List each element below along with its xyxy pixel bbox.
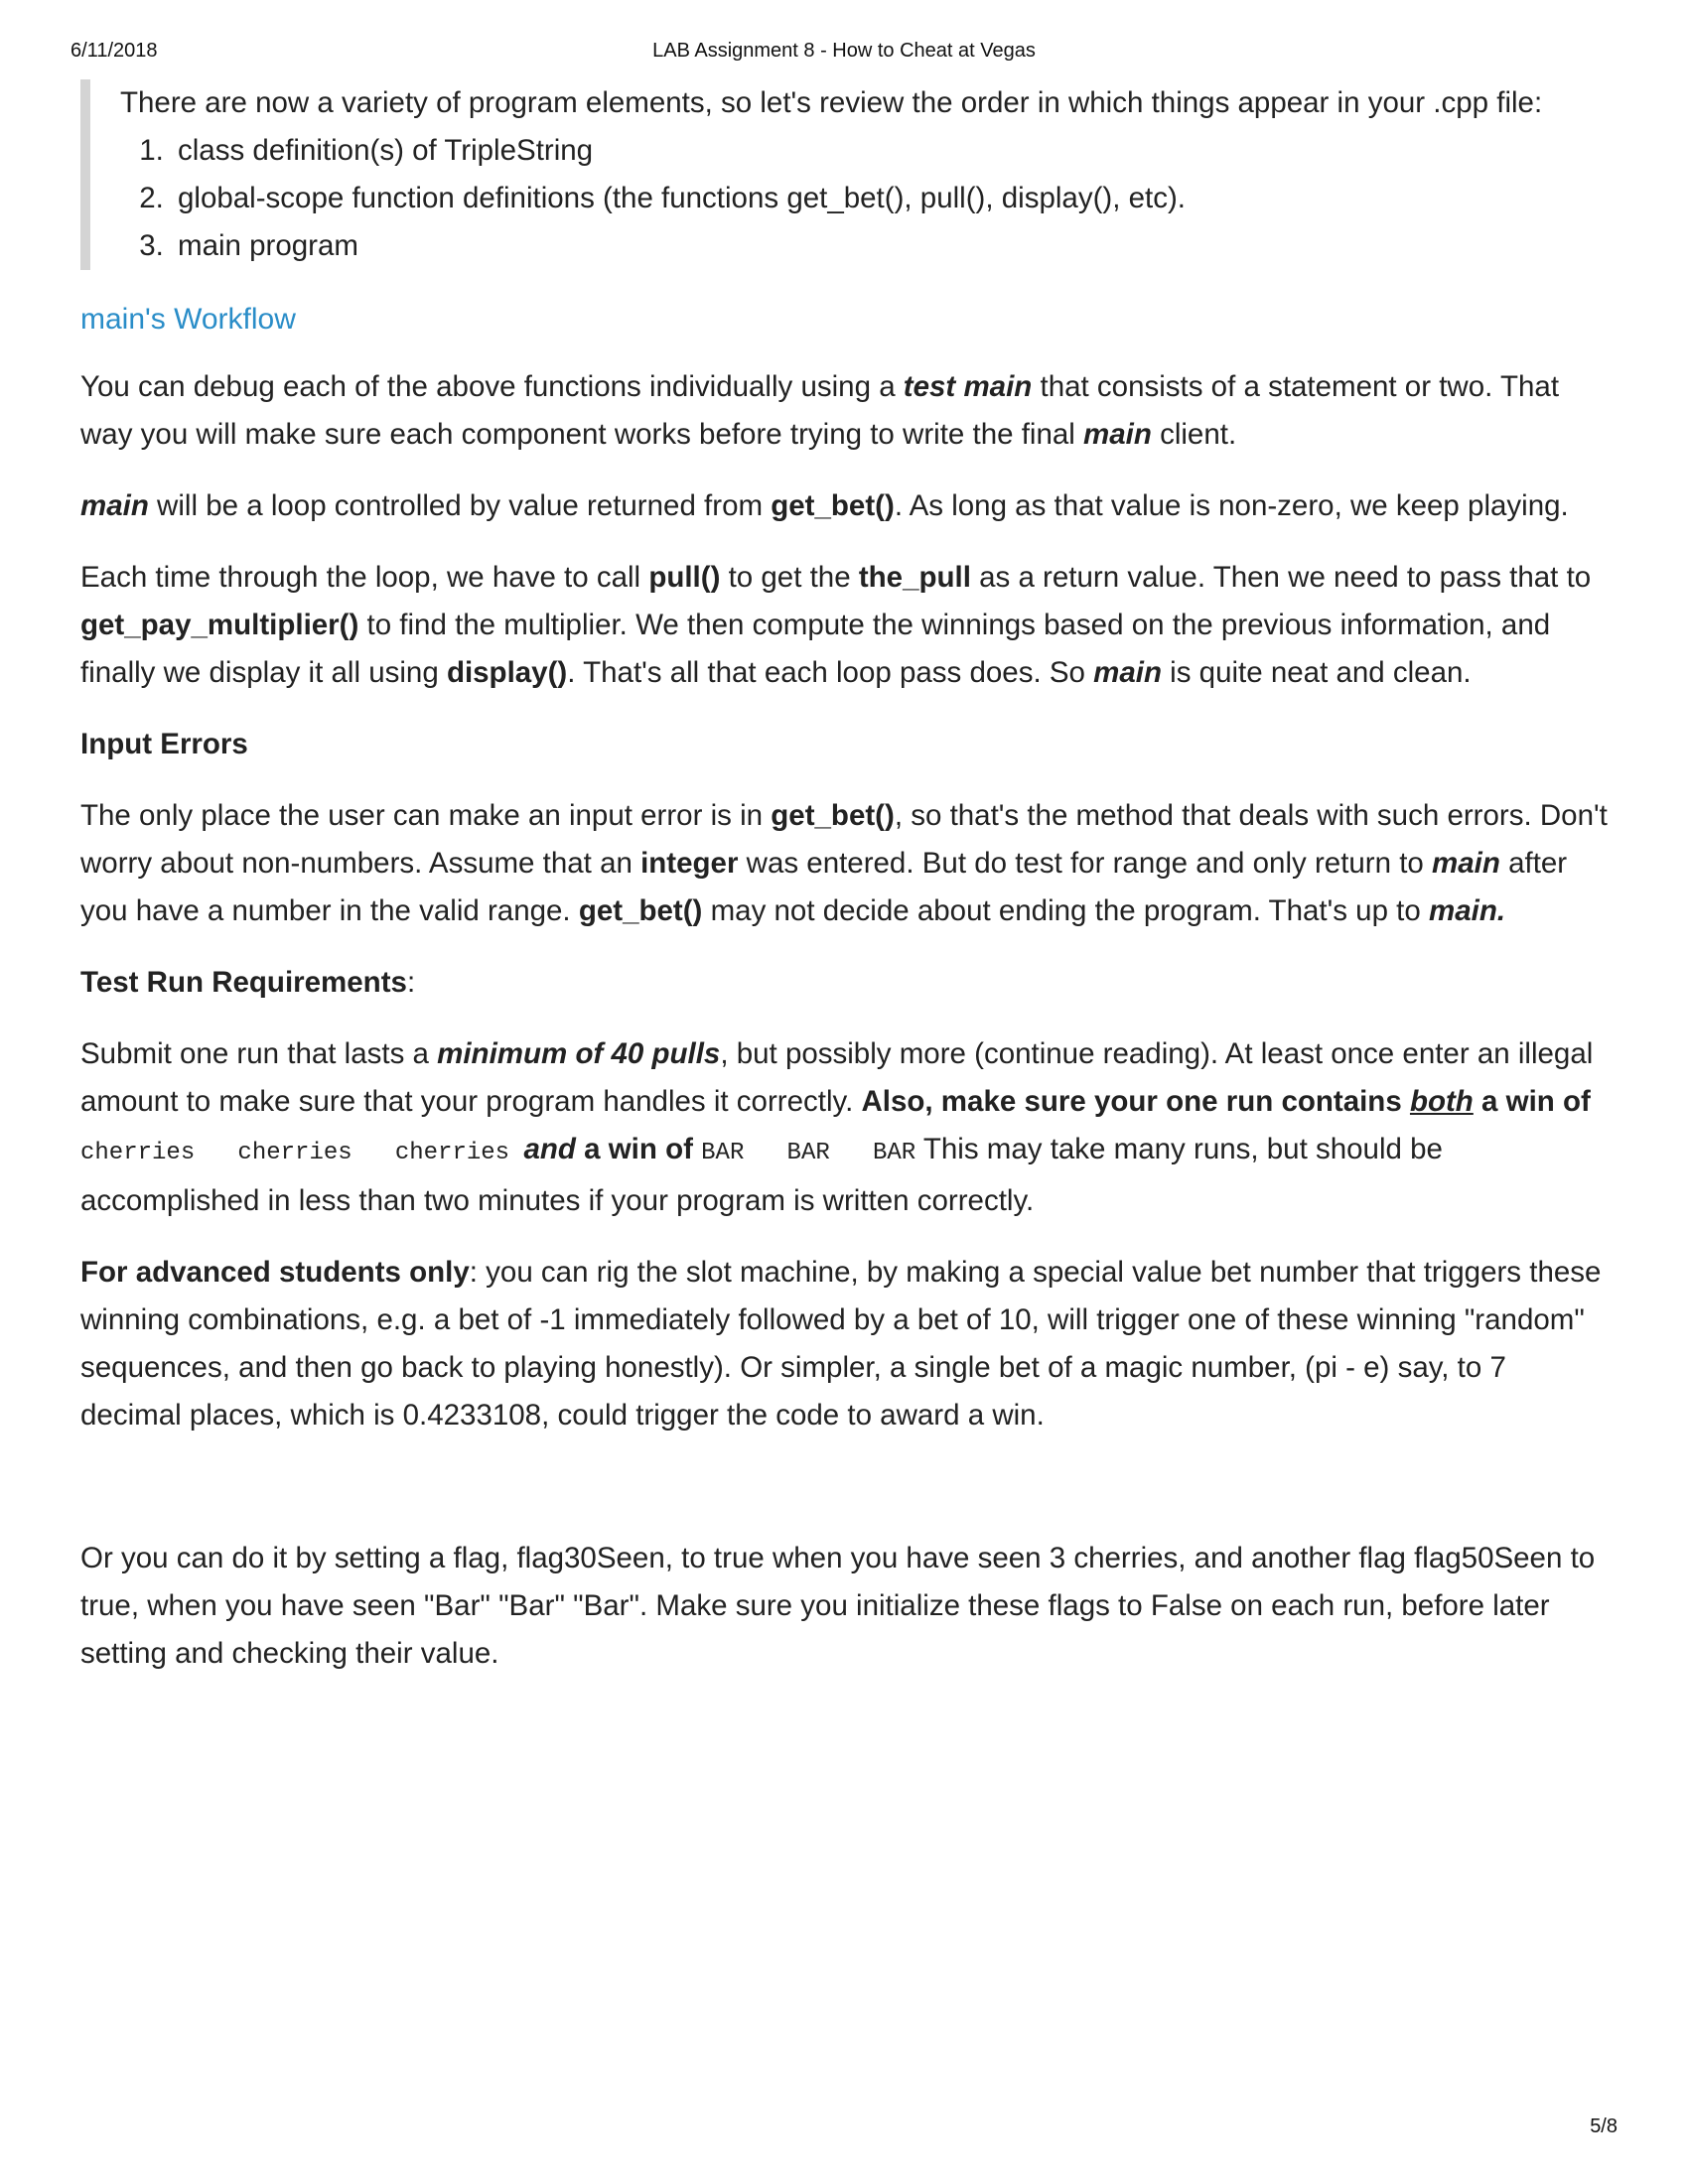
advanced-paragraph: For advanced students only: you can rig the slot machine, by making a special value bet number that triggers these winning combinations, e.g. a bet of -1 immediately followed by a bet of 10, will trigger one of these winning "random" sequences, and then go back to playing honestly). Or simpler, a single bet of a magic number, (pi - e) say, to 7 decimal places, which is 0.4233108, could trigger the code to award a win. [80, 1256, 1602, 1432]
document-body [80, 79, 1610, 1702]
test-run-paragraph-1: Submit one run that lasts a minimum of 40 pulls, but possibly more (continue reading). At least once enter an illegal amount to make sure that your program handles it correctly. Also, make sure your one run contains both a win of cherries cherries cherries and a win of BAR BAR BAR This may take many runs, but should be accomplished in less than two minutes if your program is written correctly. [80, 1037, 1594, 1217]
order-item: 2. global-scope function definitions (the functions get_bet(), pull(), display(), etc). [172, 175, 1610, 222]
input-errors-paragraph: The only place the user can make an input error is in get_bet(), so that's the method that deals with such errors. Don't worry about non-numbers. Assume that an integer was entered. But do test for range and only return to main after you have a number in the valid range. get_bet() may not decide about ending the program. That's up to main. [80, 799, 1608, 927]
page-number: 5/8 [1590, 2116, 1618, 2137]
order-list [120, 127, 1610, 270]
workflow-heading: main's Workflow [80, 303, 296, 336]
spacer [80, 1463, 1610, 1535]
workflow-paragraph-1: You can debug each of the above functions individually using a test main that consists of a statement or two. That way you will make sure each component works before trying to write the final main client. [80, 370, 1560, 451]
print-date: 6/11/2018 [70, 40, 158, 62]
input-errors-heading: Input Errors [80, 728, 248, 760]
bar-combo: BAR BAR BAR [701, 1140, 916, 1166]
order-item: 3. main program [172, 222, 1610, 270]
page-header [0, 40, 1688, 68]
workflow-paragraph-2: main will be a loop controlled by value returned from get_bet(). As long as that value is non-zero, we keep playing. [80, 489, 1569, 522]
test-run-heading: Test Run Requirements: [80, 966, 416, 999]
workflow-paragraph-3: Each time through the loop, we have to call pull() to get the the_pull as a return value. Then we need to pass that to get_pay_multiplier() to find the multiplier. We then compute the winnings based on the previous information, and finally we display it all using display(). That's all that each loop pass does. So main is quite neat and clean. [80, 561, 1592, 689]
cherries-combo: cherries cherries cherries [80, 1140, 524, 1166]
quote-intro: There are now a variety of program elements, so let's review the order in which things appear in your .cpp file: [120, 86, 1543, 119]
document-title: LAB Assignment 8 - How to Cheat at Vegas [652, 40, 1036, 62]
flag-paragraph: Or you can do it by setting a flag, flag30Seen, to true when you have seen 3 cherries, and another flag flag50Seen to true, when you have seen "Bar" "Bar" "Bar". Make sure you initialize these flags to False on each run, before later setting and checking their value. [80, 1542, 1596, 1670]
order-item: 1. class definition(s) of TripleString [172, 127, 1610, 175]
blockquote [80, 79, 1610, 270]
